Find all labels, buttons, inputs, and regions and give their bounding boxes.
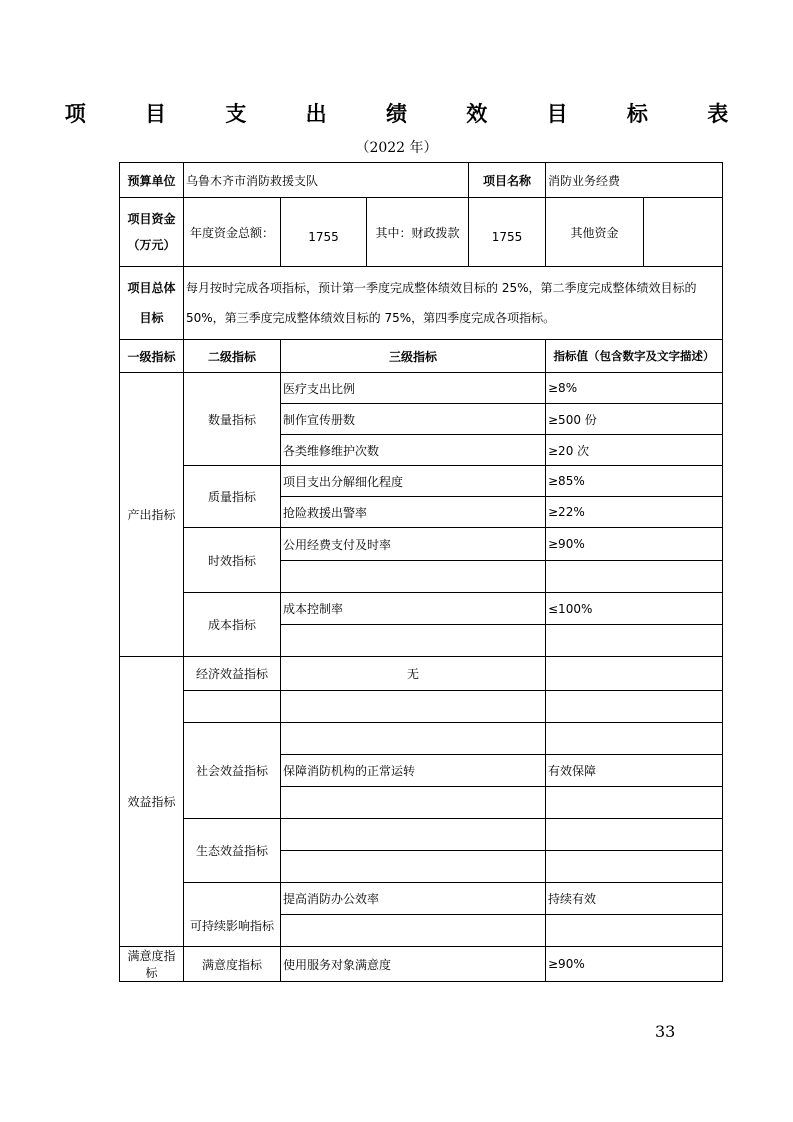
funds-fiscal-label: 其中：财政拨款 (367, 198, 469, 267)
indicator-name: 保障消防机构的正常运转 (281, 755, 546, 787)
table-row (120, 466, 723, 497)
indicator-name: 成本控制率 (281, 593, 546, 625)
indicator-value: ≥500 份 (546, 404, 723, 435)
indicator-name (281, 561, 546, 593)
indicator-name: 抢险救援出警率 (281, 497, 546, 528)
indicator-value (546, 851, 723, 883)
indicator-value (546, 561, 723, 593)
table-row (120, 819, 723, 851)
indicator-value: ≥8% (546, 373, 723, 404)
year-subtitle: （2022 年） (355, 140, 438, 156)
ecological-label: 生态效益指标 (184, 819, 281, 883)
project-label: 项目名称 (469, 163, 546, 198)
column-header-row (120, 340, 723, 373)
quantity-label: 数量指标 (184, 373, 281, 466)
indicator-name (281, 625, 546, 657)
indicator-name (281, 915, 546, 947)
indicator-value (546, 915, 723, 947)
output-label: 产出指标 (120, 373, 184, 657)
table-row (120, 593, 723, 625)
satisfaction-level1: 满意度指标 (120, 947, 184, 982)
funds-fiscal-value: 1755 (469, 198, 546, 267)
indicator-value: ≥22% (546, 497, 723, 528)
indicator-name: 使用服务对象满意度 (281, 947, 546, 982)
indicator-name (281, 723, 546, 755)
indicator-name: 公用经费支付及时率 (281, 528, 546, 561)
table-row (120, 691, 723, 723)
quality-label: 质量指标 (184, 466, 281, 528)
indicator-value: 有效保障 (546, 755, 723, 787)
page-title: 项 目 支 出 绩 效 目 标 表 (64, 101, 755, 126)
indicator-value (546, 691, 723, 723)
performance-target-table (119, 162, 723, 982)
social-label: 社会效益指标 (184, 723, 281, 819)
indicator-value (546, 787, 723, 819)
col-level1: 一级指标 (120, 340, 184, 373)
indicator-name: 各类维修维护次数 (281, 435, 546, 466)
table-row (120, 657, 723, 691)
table-row (120, 723, 723, 755)
indicator-name: 项目支出分解细化程度 (281, 466, 546, 497)
goal-label: 项目总体目标 (120, 267, 184, 340)
funds-total-label: 年度资金总额： (184, 198, 281, 267)
table-row (120, 373, 723, 404)
indicator-value: ≥85% (546, 466, 723, 497)
unit-label: 预算单位 (120, 163, 184, 198)
benefit-label: 效益指标 (120, 657, 184, 947)
indicator-name: 医疗支出比例 (281, 373, 546, 404)
project-value: 消防业务经费 (546, 163, 723, 198)
funds-row (120, 198, 723, 267)
table-row (120, 883, 723, 915)
indicator-value: 持续有效 (546, 883, 723, 915)
indicator-name (281, 851, 546, 883)
table-row (120, 528, 723, 561)
economic-label: 经济效益指标 (184, 657, 281, 691)
indicator-value: ≥20 次 (546, 435, 723, 466)
satisfaction-level2: 满意度指标 (184, 947, 281, 982)
header-row (120, 163, 723, 198)
funds-other-label: 其他资金 (546, 198, 644, 267)
goal-row (120, 267, 723, 340)
indicator-value (546, 723, 723, 755)
goal-text: 每月按时完成各项指标，预计第一季度完成整体绩效目标的 25%，第二季度完成整体绩效目标的 50%，第三季度完成整体绩效目标的 75%，第四季度完成各项指标。 (184, 267, 723, 340)
sustainable-label: 可持续影响指标 (184, 883, 281, 947)
indicator-value: ≥90% (546, 947, 723, 982)
funds-label: 项目资金（万元） (120, 198, 184, 267)
indicator-value (546, 625, 723, 657)
blank-level2 (184, 691, 281, 723)
col-level2: 二级指标 (184, 340, 281, 373)
indicator-value (546, 819, 723, 851)
table-row (120, 947, 723, 982)
indicator-name (281, 691, 546, 723)
funds-other-value (644, 198, 723, 267)
indicator-value (546, 657, 723, 691)
indicator-name: 提高消防办公效率 (281, 883, 546, 915)
indicator-name (281, 787, 546, 819)
unit-value: 乌鲁木齐市消防救援支队 (184, 163, 469, 198)
col-value: 指标值（包含数字及文字描述） (546, 340, 723, 373)
cost-label: 成本指标 (184, 593, 281, 657)
indicator-value: ≤100% (546, 593, 723, 625)
col-level3: 三级指标 (281, 340, 546, 373)
funds-total-value: 1755 (281, 198, 367, 267)
indicator-value: ≥90% (546, 528, 723, 561)
indicator-name: 无 (281, 657, 546, 691)
indicator-name: 制作宣传册数 (281, 404, 546, 435)
indicator-name (281, 819, 546, 851)
timeliness-label: 时效指标 (184, 528, 281, 593)
page-number: 33 (655, 1022, 676, 1041)
